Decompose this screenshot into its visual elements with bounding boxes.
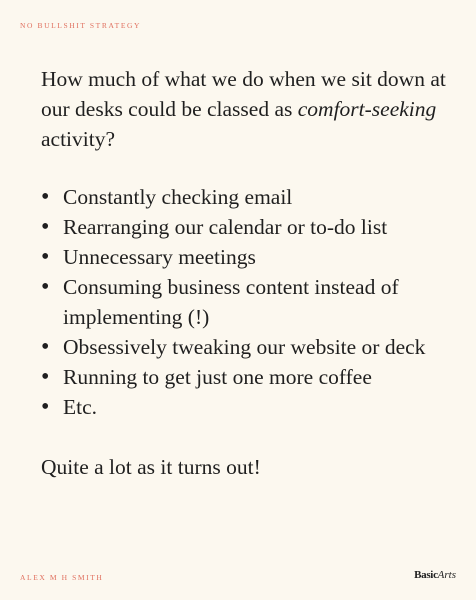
series-label: NO BULLSHIT STRATEGY [20,21,142,30]
author-name: ALEX M H SMITH [20,573,104,582]
list-item: • Running to get just one more coffee [41,362,451,392]
brand-logo-part1: Basic [414,569,438,581]
intro-text [41,64,451,154]
intro-text-emphasis: comfort-seeking [297,97,437,121]
intro-text-start: How much of what we do when we sit down at our desks could be classed as [41,67,446,121]
list-item: • Etc. [41,392,451,422]
brand-logo-part2: Arts [437,569,456,581]
conclusion-text: Quite a lot as it turns out! [41,455,261,479]
intro-text-end: activity? [41,127,116,151]
list-item: • Unnecessary meetings [41,242,451,272]
main-content [41,64,451,482]
activity-list [41,182,451,422]
list-item: • Rearranging our calendar or to-do list [41,212,451,242]
brand-logo [414,569,456,581]
list-item: • Obsessively tweaking our website or deck [41,332,451,362]
list-item: • Consuming business content instead of implementing (!) [41,272,451,332]
list-item: • Constantly checking email [41,182,451,212]
